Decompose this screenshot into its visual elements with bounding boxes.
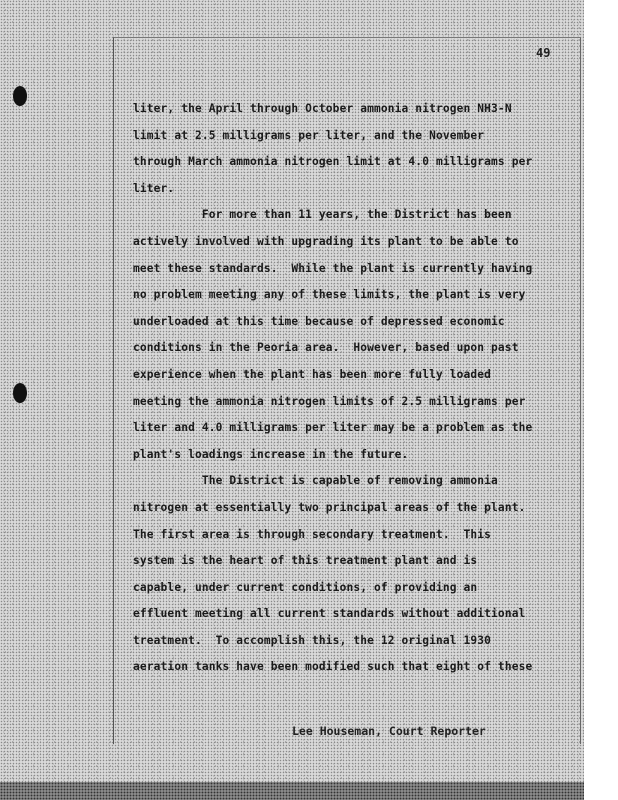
text-line: For more than 11 years, the District has been bbox=[133, 208, 512, 222]
text-line: effluent meeting all current standards without additional bbox=[133, 607, 526, 621]
text-line: nitrogen at essentially two principal areas of the plant. bbox=[133, 500, 526, 514]
court-reporter-footer: Lee Houseman, Court Reporter bbox=[292, 724, 486, 738]
binder-hole-icon bbox=[13, 383, 27, 403]
text-line: experience when the plant has been more fully loaded bbox=[133, 367, 492, 381]
page-number: 49 bbox=[536, 46, 551, 60]
scan-bottom-shadow bbox=[0, 782, 584, 800]
transcript-body bbox=[133, 96, 577, 681]
text-line: limit at 2.5 milligrams per liter, and the November bbox=[133, 128, 485, 142]
text-line: plant's loadings increase in the future. bbox=[133, 447, 409, 461]
scan-margin bbox=[584, 0, 618, 800]
text-line: conditions in the Peoria area. However, based upon past bbox=[133, 341, 519, 355]
text-line: treatment. To accomplish this, the 12 original 1930 bbox=[133, 633, 492, 647]
text-line: underloaded at this time because of depressed economic bbox=[133, 314, 505, 328]
text-line: meet these standards. While the plant is currently having bbox=[133, 261, 533, 275]
text-line: liter, the April through October ammonia nitrogen NH3-N bbox=[133, 102, 512, 115]
text-line: The first area is through secondary treatment. This bbox=[133, 527, 492, 541]
text-line: liter and 4.0 milligrams per liter may be a problem as the bbox=[133, 421, 533, 435]
text-line: system is the heart of this treatment plant and is bbox=[133, 554, 478, 568]
text-line: capable, under current conditions, of providing an bbox=[133, 580, 478, 594]
binder-hole-icon bbox=[13, 86, 27, 106]
text-line: liter. bbox=[133, 181, 175, 195]
text-line: aeration tanks have been modified such that eight of these bbox=[133, 660, 533, 674]
text-line: no problem meeting any of these limits, the plant is very bbox=[133, 288, 526, 302]
text-line: actively involved with upgrading its plant to be able to bbox=[133, 234, 519, 248]
text-line: The District is capable of removing ammonia bbox=[133, 474, 498, 488]
text-line: through March ammonia nitrogen limit at 4.0 milligrams per bbox=[133, 155, 533, 169]
text-line: meeting the ammonia nitrogen limits of 2.5 milligrams per bbox=[133, 394, 526, 408]
